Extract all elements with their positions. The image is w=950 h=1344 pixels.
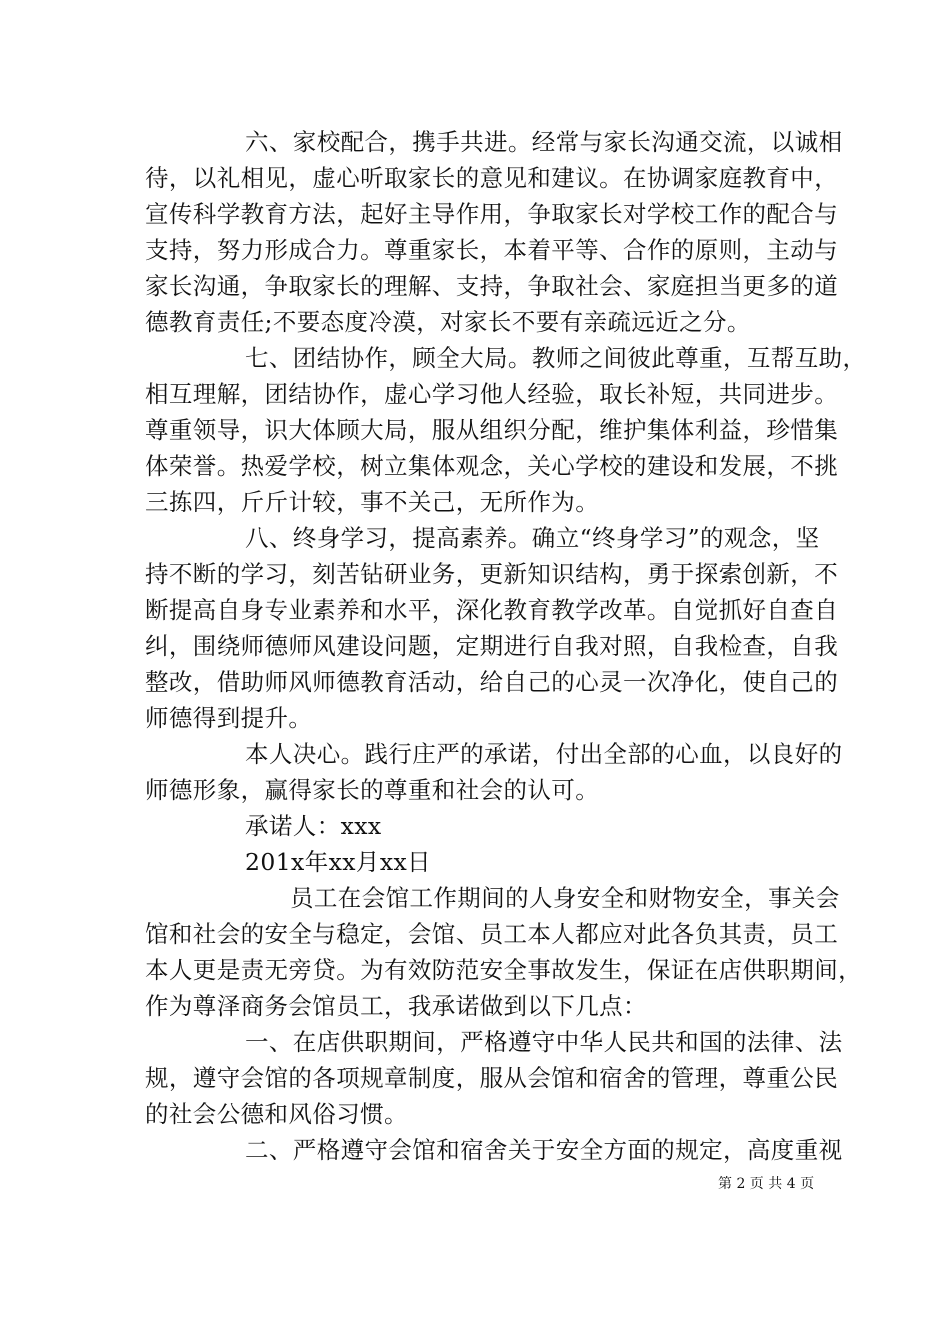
signatory-line: 承诺人：xxx — [245, 812, 382, 840]
text-line: 作为尊泽商务会馆员工，我承诺做到以下几点： — [145, 992, 647, 1020]
text-line: 家长沟通，争取家长的理解、支持，争取社会、家庭担当更多的道 — [145, 272, 839, 300]
text-line: 待，以礼相见，虚心听取家长的意见和建议。在协调家庭教育中， — [145, 164, 839, 192]
text-line: 持不断的学习，刻苦钻研业务，更新知识结构，勇于探索创新，不 — [145, 560, 839, 588]
text-line: 本人更是责无旁贷。为有效防范安全事故发生，保证在店供职期间， — [145, 956, 862, 984]
text-line: 一、在店供职期间，严格遵守中华人民共和国的法律、法 — [245, 1028, 843, 1056]
text-line: 本人决心。践行庄严的承诺，付出全部的心血，以良好的 — [245, 740, 843, 768]
page-number: 第 2 页 共 4 页 — [718, 1176, 815, 1192]
text-line: 八、终身学习，提高素养。确立“终身学习”的观念，坚 — [245, 524, 820, 552]
text-line: 师德形象，赢得家长的尊重和社会的认可。 — [145, 776, 600, 804]
text-line: 断提高自身专业素养和水平，深化教育教学改革。自觉抓好自查自 — [145, 596, 839, 624]
text-line: 尊重领导，识大体顾大局，服从组织分配，维护集体利益，珍惜集 — [145, 416, 839, 444]
text-line: 支持，努力形成合力。尊重家长，本着平等、合作的原则，主动与 — [145, 236, 839, 264]
text-line: 三拣四，斤斤计较，事不关己，无所作为。 — [145, 488, 600, 516]
text-line: 七、团结协作，顾全大局。教师之间彼此尊重，互帮互助， — [245, 344, 867, 372]
text-line: 纠，围绕师德师风建设问题，定期进行自我对照，自我检查，自我 — [145, 632, 839, 660]
text-line: 二、严格遵守会馆和宿舍关于安全方面的规定，高度重视 — [245, 1136, 843, 1164]
date-line: 201x年xx月xx日 — [245, 848, 432, 876]
text-line: 规，遵守会馆的各项规章制度，服从会馆和宿舍的管理，尊重公民 — [145, 1064, 839, 1092]
text-line: 相互理解，团结协作，虚心学习他人经验，取长补短，共同进步。 — [145, 380, 839, 408]
text-line: 整改，借助师风师德教育活动，给自己的心灵一次净化，使自己的 — [145, 668, 839, 696]
text-line: 六、家校配合，携手共进。经常与家长沟通交流，以诚相 — [245, 128, 843, 156]
text-line: 体荣誉。热爱学校，树立集体观念，关心学校的建设和发展，不挑 — [145, 452, 839, 480]
text-line: 宣传科学教育方法，起好主导作用，争取家长对学校工作的配合与 — [145, 200, 839, 228]
text-line: 的社会公德和风俗习惯。 — [145, 1100, 408, 1128]
text-line: 馆和社会的安全与稳定，会馆、员工本人都应对此各负其责，员工 — [145, 920, 839, 948]
text-line: 德教育责任;不要态度冷漠，对家长不要有亲疏远近之分。 — [145, 308, 751, 336]
text-line: 师德得到提升。 — [145, 704, 313, 732]
text-line: 员工在会馆工作期间的人身安全和财物安全，事关会 — [290, 884, 840, 912]
